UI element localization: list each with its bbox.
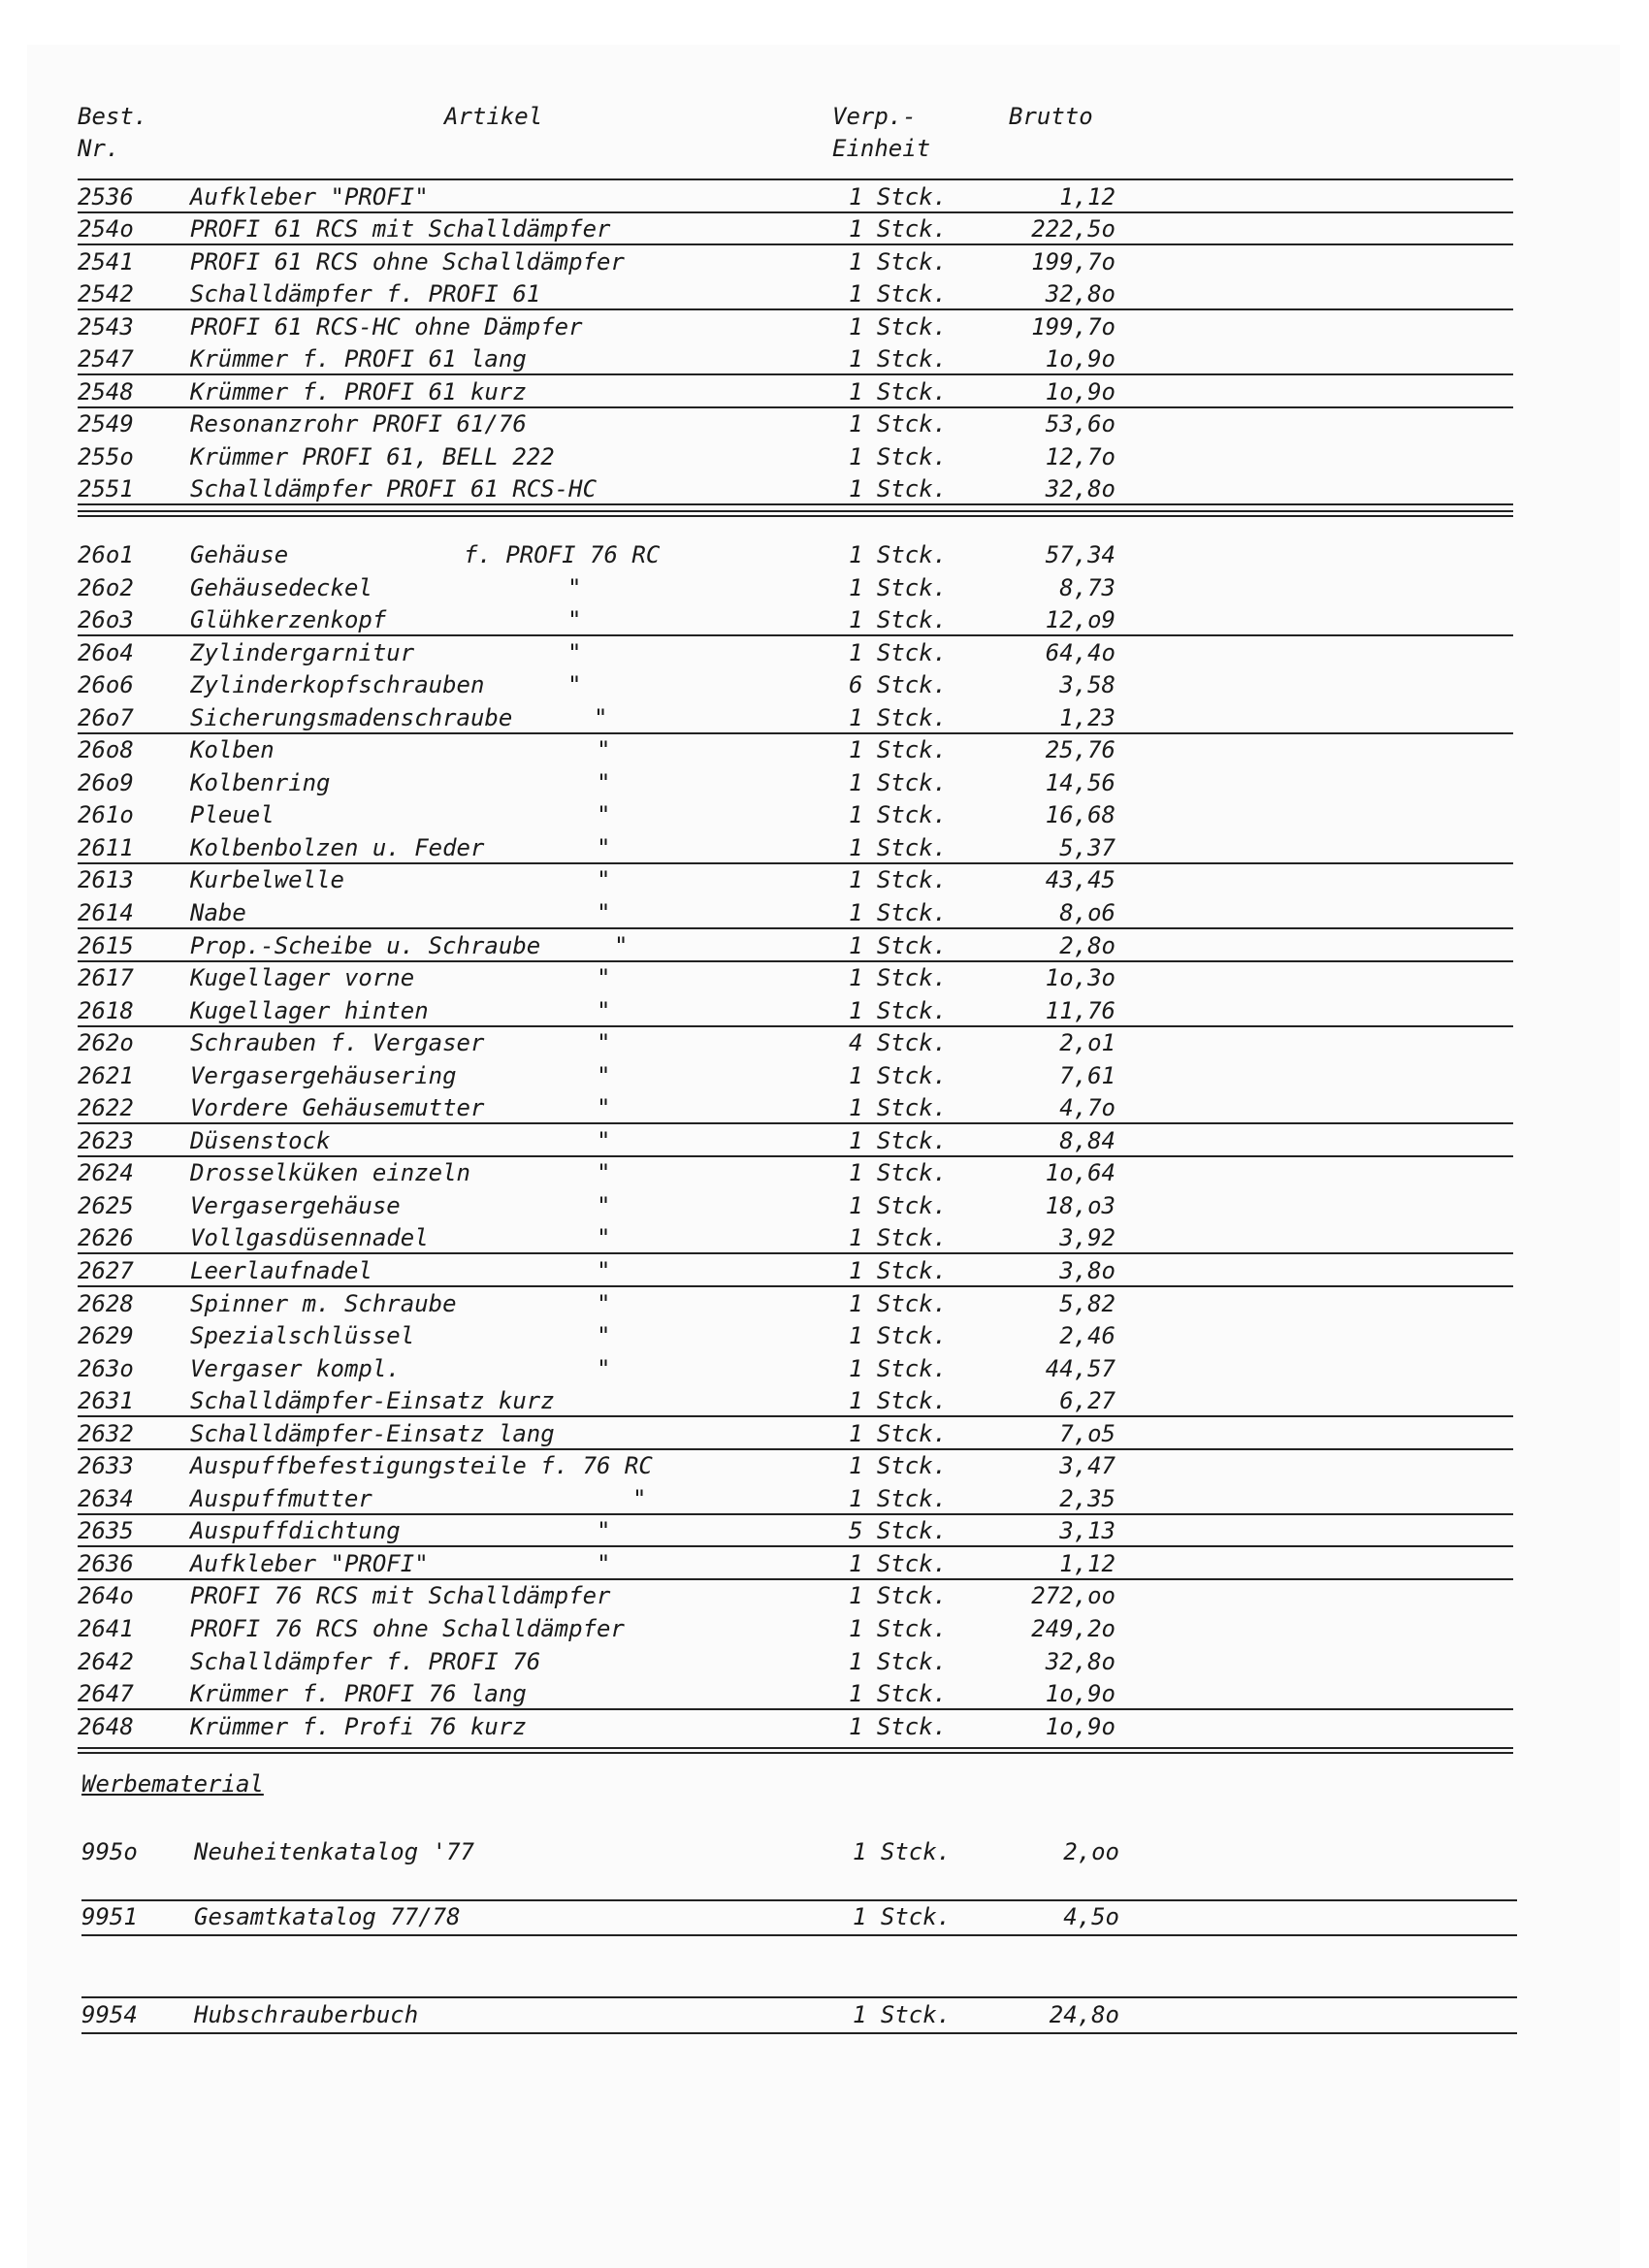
- table-row: [0, 1482, 1552, 1515]
- gross-price: 2,8o: [1059, 932, 1116, 959]
- article-name: Vordere Gehäusemutter: [190, 1094, 485, 1121]
- order-number: 2636: [78, 1550, 134, 1577]
- gross-price: 1o,9o: [1045, 1680, 1116, 1707]
- header-best-label: Best.: [78, 103, 148, 130]
- article-name: Nabe: [190, 899, 246, 926]
- gross-price: 2,35: [1059, 1485, 1116, 1512]
- order-number: 255o: [78, 443, 134, 470]
- article-name: Vergasergehäuse: [190, 1192, 401, 1219]
- order-number: 2626: [78, 1224, 134, 1251]
- order-number: 2631: [78, 1387, 134, 1414]
- table-row: [0, 1287, 1552, 1320]
- table-row: [0, 538, 1552, 571]
- order-number: 2618: [78, 997, 134, 1024]
- packing-unit: 1 Stck.: [849, 1192, 948, 1219]
- table-row: [0, 407, 1552, 440]
- table-row: [0, 929, 1552, 962]
- article-name: Prop.-Scheibe u. Schraube: [190, 932, 541, 959]
- packing-unit: 1 Stck.: [849, 541, 948, 568]
- packing-unit: 1 Stck.: [849, 574, 948, 601]
- packing-unit: 1 Stck.: [849, 215, 948, 243]
- article-name: Kugellager hinten: [190, 997, 429, 1024]
- table-row: [0, 277, 1552, 310]
- table-row: [0, 375, 1552, 408]
- order-number: 2622: [78, 1094, 134, 1121]
- article-name: Spinner m. Schraube: [190, 1290, 457, 1317]
- gross-price: 43,45: [1045, 866, 1116, 893]
- ditto-mark: ": [597, 1224, 611, 1251]
- gross-price: 5,37: [1059, 834, 1116, 861]
- gross-price: 1o,64: [1045, 1159, 1116, 1186]
- article-name: Vollgasdüsennadel: [190, 1224, 429, 1251]
- packing-unit: 1 Stck.: [849, 1224, 948, 1251]
- order-number: 2611: [78, 834, 134, 861]
- packing-unit: 6 Stck.: [849, 671, 948, 698]
- row-rule: [78, 503, 1513, 505]
- article-name: Zylindergarnitur: [190, 639, 415, 666]
- table-row: [0, 1449, 1552, 1482]
- gross-price: 8,o6: [1059, 899, 1116, 926]
- article-name: PROFI 61 RCS-HC ohne Dämpfer: [190, 313, 583, 340]
- packing-unit: 1 Stck.: [849, 639, 948, 666]
- order-number: 2629: [78, 1322, 134, 1349]
- gross-price: 2,oo: [1063, 1838, 1119, 1865]
- packing-unit: 1 Stck.: [849, 1452, 948, 1479]
- gross-price: 6,27: [1059, 1387, 1116, 1414]
- ditto-mark: ": [597, 1192, 611, 1219]
- table-row: [4, 1998, 1556, 2031]
- packing-unit: 1 Stck.: [849, 1550, 948, 1577]
- packing-unit: 1 Stck.: [849, 345, 948, 373]
- gross-price: 199,7o: [1031, 313, 1116, 340]
- packing-unit: 1 Stck.: [849, 313, 948, 340]
- article-name: Schalldämpfer-Einsatz kurz: [190, 1387, 555, 1414]
- packing-unit: 1 Stck.: [849, 1094, 948, 1121]
- table-row: [0, 701, 1552, 734]
- table-row: [0, 1612, 1552, 1645]
- packing-unit: 1 Stck.: [849, 1420, 948, 1447]
- article-name: Krümmer f. PROFI 61 kurz: [190, 378, 527, 405]
- werbematerial-heading: Werbematerial: [81, 1770, 264, 1798]
- gross-price: 3,47: [1059, 1452, 1116, 1479]
- gross-price: 44,57: [1045, 1355, 1116, 1382]
- table-row: [0, 1319, 1552, 1352]
- article-name: Schalldämpfer f. PROFI 76: [190, 1648, 541, 1675]
- article-name: Kolbenring: [190, 769, 331, 796]
- order-number: 2548: [78, 378, 134, 405]
- packing-unit: 1 Stck.: [849, 410, 948, 437]
- gross-price: 272,oo: [1031, 1582, 1116, 1609]
- gross-price: 32,8o: [1045, 1648, 1116, 1675]
- packing-unit: 1 Stck.: [849, 1257, 948, 1284]
- packing-unit: 1 Stck.: [849, 866, 948, 893]
- ditto-mark: ": [567, 671, 582, 698]
- gross-price: 12,o9: [1045, 606, 1116, 633]
- table-row: [0, 1579, 1552, 1612]
- gross-price: 32,8o: [1045, 475, 1116, 502]
- gross-price: 222,5o: [1031, 215, 1116, 243]
- article-name: Schalldämpfer-Einsatz lang: [190, 1420, 555, 1447]
- article-name: Hubschrauberbuch: [194, 2001, 419, 2028]
- table-row: [0, 668, 1552, 701]
- row-rule: [81, 1899, 1517, 1901]
- ditto-mark: ": [597, 964, 611, 991]
- packing-unit: 1 Stck.: [849, 769, 948, 796]
- order-number: 26o7: [78, 704, 134, 731]
- gross-price: 57,34: [1045, 541, 1116, 568]
- ditto-mark: ": [567, 574, 582, 601]
- order-number: 2551: [78, 475, 134, 502]
- article-name: Schrauben f. Vergaser: [190, 1029, 485, 1056]
- order-number: 2627: [78, 1257, 134, 1284]
- article-name: Aufkleber "PROFI": [190, 183, 429, 211]
- packing-unit: 1 Stck.: [849, 964, 948, 991]
- article-name: Vergasergehäusering: [190, 1062, 457, 1089]
- order-number: 262o: [78, 1029, 134, 1056]
- packing-unit: 1 Stck.: [849, 378, 948, 405]
- table-row: [0, 1384, 1552, 1417]
- gross-price: 249,2o: [1031, 1615, 1116, 1642]
- section-separator: [78, 1747, 1513, 1749]
- packing-unit: 1 Stck.: [849, 280, 948, 308]
- gross-price: 7,61: [1059, 1062, 1116, 1089]
- order-number: 2549: [78, 410, 134, 437]
- group-separator: [78, 515, 1513, 517]
- ditto-mark: ": [632, 1485, 647, 1512]
- article-name: Spezialschlüssel: [190, 1322, 415, 1349]
- packing-unit: 1 Stck.: [849, 1615, 948, 1642]
- ditto-mark: ": [597, 1127, 611, 1154]
- article-name: Kolben: [190, 736, 275, 763]
- table-row: [0, 1514, 1552, 1547]
- packing-unit: 1 Stck.: [849, 801, 948, 828]
- article-name: Auspuffmutter: [190, 1485, 372, 1512]
- article-name: Kurbelwelle: [190, 866, 344, 893]
- ditto-mark: ": [597, 1062, 611, 1089]
- article-name: Schalldämpfer f. PROFI 61: [190, 280, 541, 308]
- packing-unit: 1 Stck.: [853, 1903, 952, 1930]
- gross-price: 4,5o: [1063, 1903, 1119, 1930]
- packing-unit: 1 Stck.: [849, 1127, 948, 1154]
- article-name: Pleuel: [190, 801, 275, 828]
- packing-unit: 1 Stck.: [849, 606, 948, 633]
- packing-unit: 1 Stck.: [849, 183, 948, 211]
- table-row: [0, 1189, 1552, 1222]
- article-name: Krümmer f. PROFI 76 lang: [190, 1680, 527, 1707]
- header-brutto-label: Brutto: [1009, 103, 1093, 130]
- gross-price: 25,76: [1045, 736, 1116, 763]
- gross-price: 3,13: [1059, 1517, 1116, 1544]
- gross-price: 2,46: [1059, 1322, 1116, 1349]
- packing-unit: 1 Stck.: [849, 1387, 948, 1414]
- order-number: 2647: [78, 1680, 134, 1707]
- ditto-mark: ": [597, 997, 611, 1024]
- ditto-mark: ": [594, 704, 608, 731]
- gross-price: 7,o5: [1059, 1420, 1116, 1447]
- ditto-mark: ": [567, 606, 582, 633]
- table-row: [0, 1547, 1552, 1580]
- article-name: PROFI 61 RCS mit Schalldämpfer: [190, 215, 611, 243]
- table-row: [0, 636, 1552, 669]
- group-separator: [78, 510, 1513, 512]
- packing-unit: 1 Stck.: [849, 248, 948, 275]
- table-row: [0, 831, 1552, 864]
- packing-unit: 1 Stck.: [849, 475, 948, 502]
- gross-price: 18,o3: [1045, 1192, 1116, 1219]
- article-name: PROFI 76 RCS ohne Schalldämpfer: [190, 1615, 625, 1642]
- header-verp-label: Verp.-: [832, 103, 917, 130]
- ditto-mark: ": [597, 1257, 611, 1284]
- ditto-mark: ": [597, 899, 611, 926]
- order-number: 2633: [78, 1452, 134, 1479]
- article-name: PROFI 61 RCS ohne Schalldämpfer: [190, 248, 625, 275]
- packing-unit: 5 Stck.: [849, 1517, 948, 1544]
- packing-unit: 1 Stck.: [849, 704, 948, 731]
- article-name: Düsenstock: [190, 1127, 331, 1154]
- table-row: [0, 212, 1552, 245]
- order-number: 2635: [78, 1517, 134, 1544]
- order-number: 2634: [78, 1485, 134, 1512]
- order-number: 9951: [81, 1903, 138, 1930]
- gross-price: 1,12: [1059, 1550, 1116, 1577]
- gross-price: 3,92: [1059, 1224, 1116, 1251]
- article-name: Aufkleber "PROFI": [190, 1550, 429, 1577]
- gross-price: 1o,3o: [1045, 964, 1116, 991]
- order-number: 2617: [78, 964, 134, 991]
- table-row: [0, 1417, 1552, 1450]
- article-name: PROFI 76 RCS mit Schalldämpfer: [190, 1582, 611, 1609]
- header-nr-label: Nr.: [78, 135, 120, 162]
- ditto-mark: ": [597, 866, 611, 893]
- gross-price: 8,73: [1059, 574, 1116, 601]
- packing-unit: 1 Stck.: [849, 1062, 948, 1089]
- order-number: 2642: [78, 1648, 134, 1675]
- article-name: Vergaser kompl.: [190, 1355, 401, 1382]
- article-extra: f. PROFI 76 RC: [464, 541, 661, 568]
- table-row: [4, 1900, 1556, 1933]
- table-row: [0, 863, 1552, 896]
- packing-unit: 1 Stck.: [849, 1680, 948, 1707]
- ditto-mark: ": [597, 1355, 611, 1382]
- ditto-mark: ": [597, 1550, 611, 1577]
- ditto-mark: ": [597, 736, 611, 763]
- order-number: 2543: [78, 313, 134, 340]
- packing-unit: 1 Stck.: [849, 443, 948, 470]
- packing-unit: 1 Stck.: [849, 932, 948, 959]
- order-number: 2614: [78, 899, 134, 926]
- table-row: [0, 1091, 1552, 1124]
- gross-price: 199,7o: [1031, 248, 1116, 275]
- table-row: [4, 1835, 1556, 1868]
- order-number: 2536: [78, 183, 134, 211]
- row-rule: [81, 1996, 1517, 1998]
- order-number: 2541: [78, 248, 134, 275]
- table-row: [0, 571, 1552, 604]
- packing-unit: 1 Stck.: [849, 1713, 948, 1740]
- article-name: Zylinderkopfschrauben: [190, 671, 485, 698]
- gross-price: 8,84: [1059, 1127, 1116, 1154]
- row-rule: [81, 2032, 1517, 2034]
- gross-price: 4,7o: [1059, 1094, 1116, 1121]
- order-number: 26o2: [78, 574, 134, 601]
- article-name: Kugellager vorne: [190, 964, 415, 991]
- packing-unit: 1 Stck.: [849, 1648, 948, 1675]
- order-number: 2625: [78, 1192, 134, 1219]
- ditto-mark: ": [597, 1290, 611, 1317]
- order-number: 264o: [78, 1582, 134, 1609]
- table-row: [0, 961, 1552, 994]
- table-row: [0, 1254, 1552, 1287]
- order-number: 26o1: [78, 541, 134, 568]
- table-row: [0, 180, 1552, 213]
- packing-unit: 1 Stck.: [849, 1290, 948, 1317]
- table-row: [0, 1221, 1552, 1254]
- article-name: Krümmer PROFI 61, BELL 222: [190, 443, 555, 470]
- order-number: 26o3: [78, 606, 134, 633]
- table-row: [0, 342, 1552, 375]
- gross-price: 1,12: [1059, 183, 1116, 211]
- order-number: 2621: [78, 1062, 134, 1089]
- order-number: 9954: [81, 2001, 138, 2028]
- packing-unit: 1 Stck.: [853, 2001, 952, 2028]
- order-number: 2628: [78, 1290, 134, 1317]
- packing-unit: 1 Stck.: [849, 1355, 948, 1382]
- table-row: [0, 1026, 1552, 1059]
- table-row: [0, 766, 1552, 799]
- order-number: 2542: [78, 280, 134, 308]
- ditto-mark: ": [597, 1159, 611, 1186]
- ditto-mark: ": [597, 769, 611, 796]
- article-name: Krümmer f. Profi 76 kurz: [190, 1713, 527, 1740]
- gross-price: 3,58: [1059, 671, 1116, 698]
- table-row: [0, 1059, 1552, 1092]
- ditto-mark: ": [597, 1029, 611, 1056]
- order-number: 26o9: [78, 769, 134, 796]
- table-row: [0, 1352, 1552, 1385]
- packing-unit: 1 Stck.: [849, 1159, 948, 1186]
- gross-price: 1o,9o: [1045, 345, 1116, 373]
- order-number: 995o: [81, 1838, 138, 1865]
- table-row: [0, 1677, 1552, 1710]
- gross-price: 32,8o: [1045, 280, 1116, 308]
- header-einheit-label: Einheit: [832, 135, 931, 162]
- header-artikel-label: Artikel: [444, 103, 543, 130]
- order-number: 2632: [78, 1420, 134, 1447]
- table-row: [0, 440, 1552, 473]
- gross-price: 1o,9o: [1045, 378, 1116, 405]
- gross-price: 12,7o: [1045, 443, 1116, 470]
- order-number: 261o: [78, 801, 134, 828]
- order-number: 26o8: [78, 736, 134, 763]
- order-number: 26o6: [78, 671, 134, 698]
- packing-unit: 1 Stck.: [849, 736, 948, 763]
- gross-price: 16,68: [1045, 801, 1116, 828]
- gross-price: 24,8o: [1049, 2001, 1119, 2028]
- article-name: Gesamtkatalog 77/78: [194, 1903, 461, 1930]
- article-name: Resonanzrohr PROFI 61/76: [190, 410, 527, 437]
- gross-price: 1,23: [1059, 704, 1116, 731]
- packing-unit: 1 Stck.: [849, 1485, 948, 1512]
- order-number: 2547: [78, 345, 134, 373]
- article-name: Leerlaufnadel: [190, 1257, 372, 1284]
- order-number: 2641: [78, 1615, 134, 1642]
- packing-unit: 1 Stck.: [849, 1322, 948, 1349]
- article-name: Auspuffdichtung: [190, 1517, 401, 1544]
- table-row: [0, 896, 1552, 929]
- table-row: [0, 733, 1552, 766]
- packing-unit: 1 Stck.: [853, 1838, 952, 1865]
- table-row: [0, 1710, 1552, 1743]
- ditto-mark: ": [597, 1517, 611, 1544]
- table-row: [0, 1124, 1552, 1157]
- ditto-mark: ": [597, 801, 611, 828]
- gross-price: 2,o1: [1059, 1029, 1116, 1056]
- gross-price: 3,8o: [1059, 1257, 1116, 1284]
- table-row: [0, 472, 1552, 505]
- article-name: Krümmer f. PROFI 61 lang: [190, 345, 527, 373]
- table-row: [0, 1156, 1552, 1189]
- packing-unit: 1 Stck.: [849, 834, 948, 861]
- order-number: 2623: [78, 1127, 134, 1154]
- article-name: Glühkerzenkopf: [190, 606, 387, 633]
- order-number: 263o: [78, 1355, 134, 1382]
- order-number: 2648: [78, 1713, 134, 1740]
- table-row: [0, 1645, 1552, 1678]
- gross-price: 14,56: [1045, 769, 1116, 796]
- gross-price: 53,6o: [1045, 410, 1116, 437]
- packing-unit: 4 Stck.: [849, 1029, 948, 1056]
- ditto-mark: ": [597, 1094, 611, 1121]
- ditto-mark: ": [567, 639, 582, 666]
- packing-unit: 1 Stck.: [849, 1582, 948, 1609]
- article-name: Neuheitenkatalog '77: [194, 1838, 474, 1865]
- order-number: 2624: [78, 1159, 134, 1186]
- article-name: Kolbenbolzen u. Feder: [190, 834, 485, 861]
- table-row: [0, 245, 1552, 278]
- gross-price: 1o,9o: [1045, 1713, 1116, 1740]
- table-row: [0, 994, 1552, 1027]
- order-number: 2613: [78, 866, 134, 893]
- packing-unit: 1 Stck.: [849, 997, 948, 1024]
- gross-price: 5,82: [1059, 1290, 1116, 1317]
- table-row: [0, 310, 1552, 343]
- article-name: Drosselküken einzeln: [190, 1159, 470, 1186]
- article-name: Gehäusedeckel: [190, 574, 372, 601]
- packing-unit: 1 Stck.: [849, 899, 948, 926]
- order-number: 254o: [78, 215, 134, 243]
- gross-price: 64,4o: [1045, 639, 1116, 666]
- order-number: 2615: [78, 932, 134, 959]
- article-name: Auspuffbefestigungsteile f. 76 RC: [190, 1452, 653, 1479]
- ditto-mark: ": [597, 834, 611, 861]
- table-row: [0, 603, 1552, 636]
- ditto-mark: ": [597, 1322, 611, 1349]
- gross-price: 11,76: [1045, 997, 1116, 1024]
- ditto-mark: ": [614, 932, 629, 959]
- table-row: [0, 798, 1552, 831]
- article-name: Schalldämpfer PROFI 61 RCS-HC: [190, 475, 598, 502]
- section-separator: [78, 1752, 1513, 1754]
- order-number: 26o4: [78, 639, 134, 666]
- article-name: Sicherungsmadenschraube: [190, 704, 513, 731]
- row-rule: [81, 1934, 1517, 1936]
- article-name: Gehäuse: [190, 541, 289, 568]
